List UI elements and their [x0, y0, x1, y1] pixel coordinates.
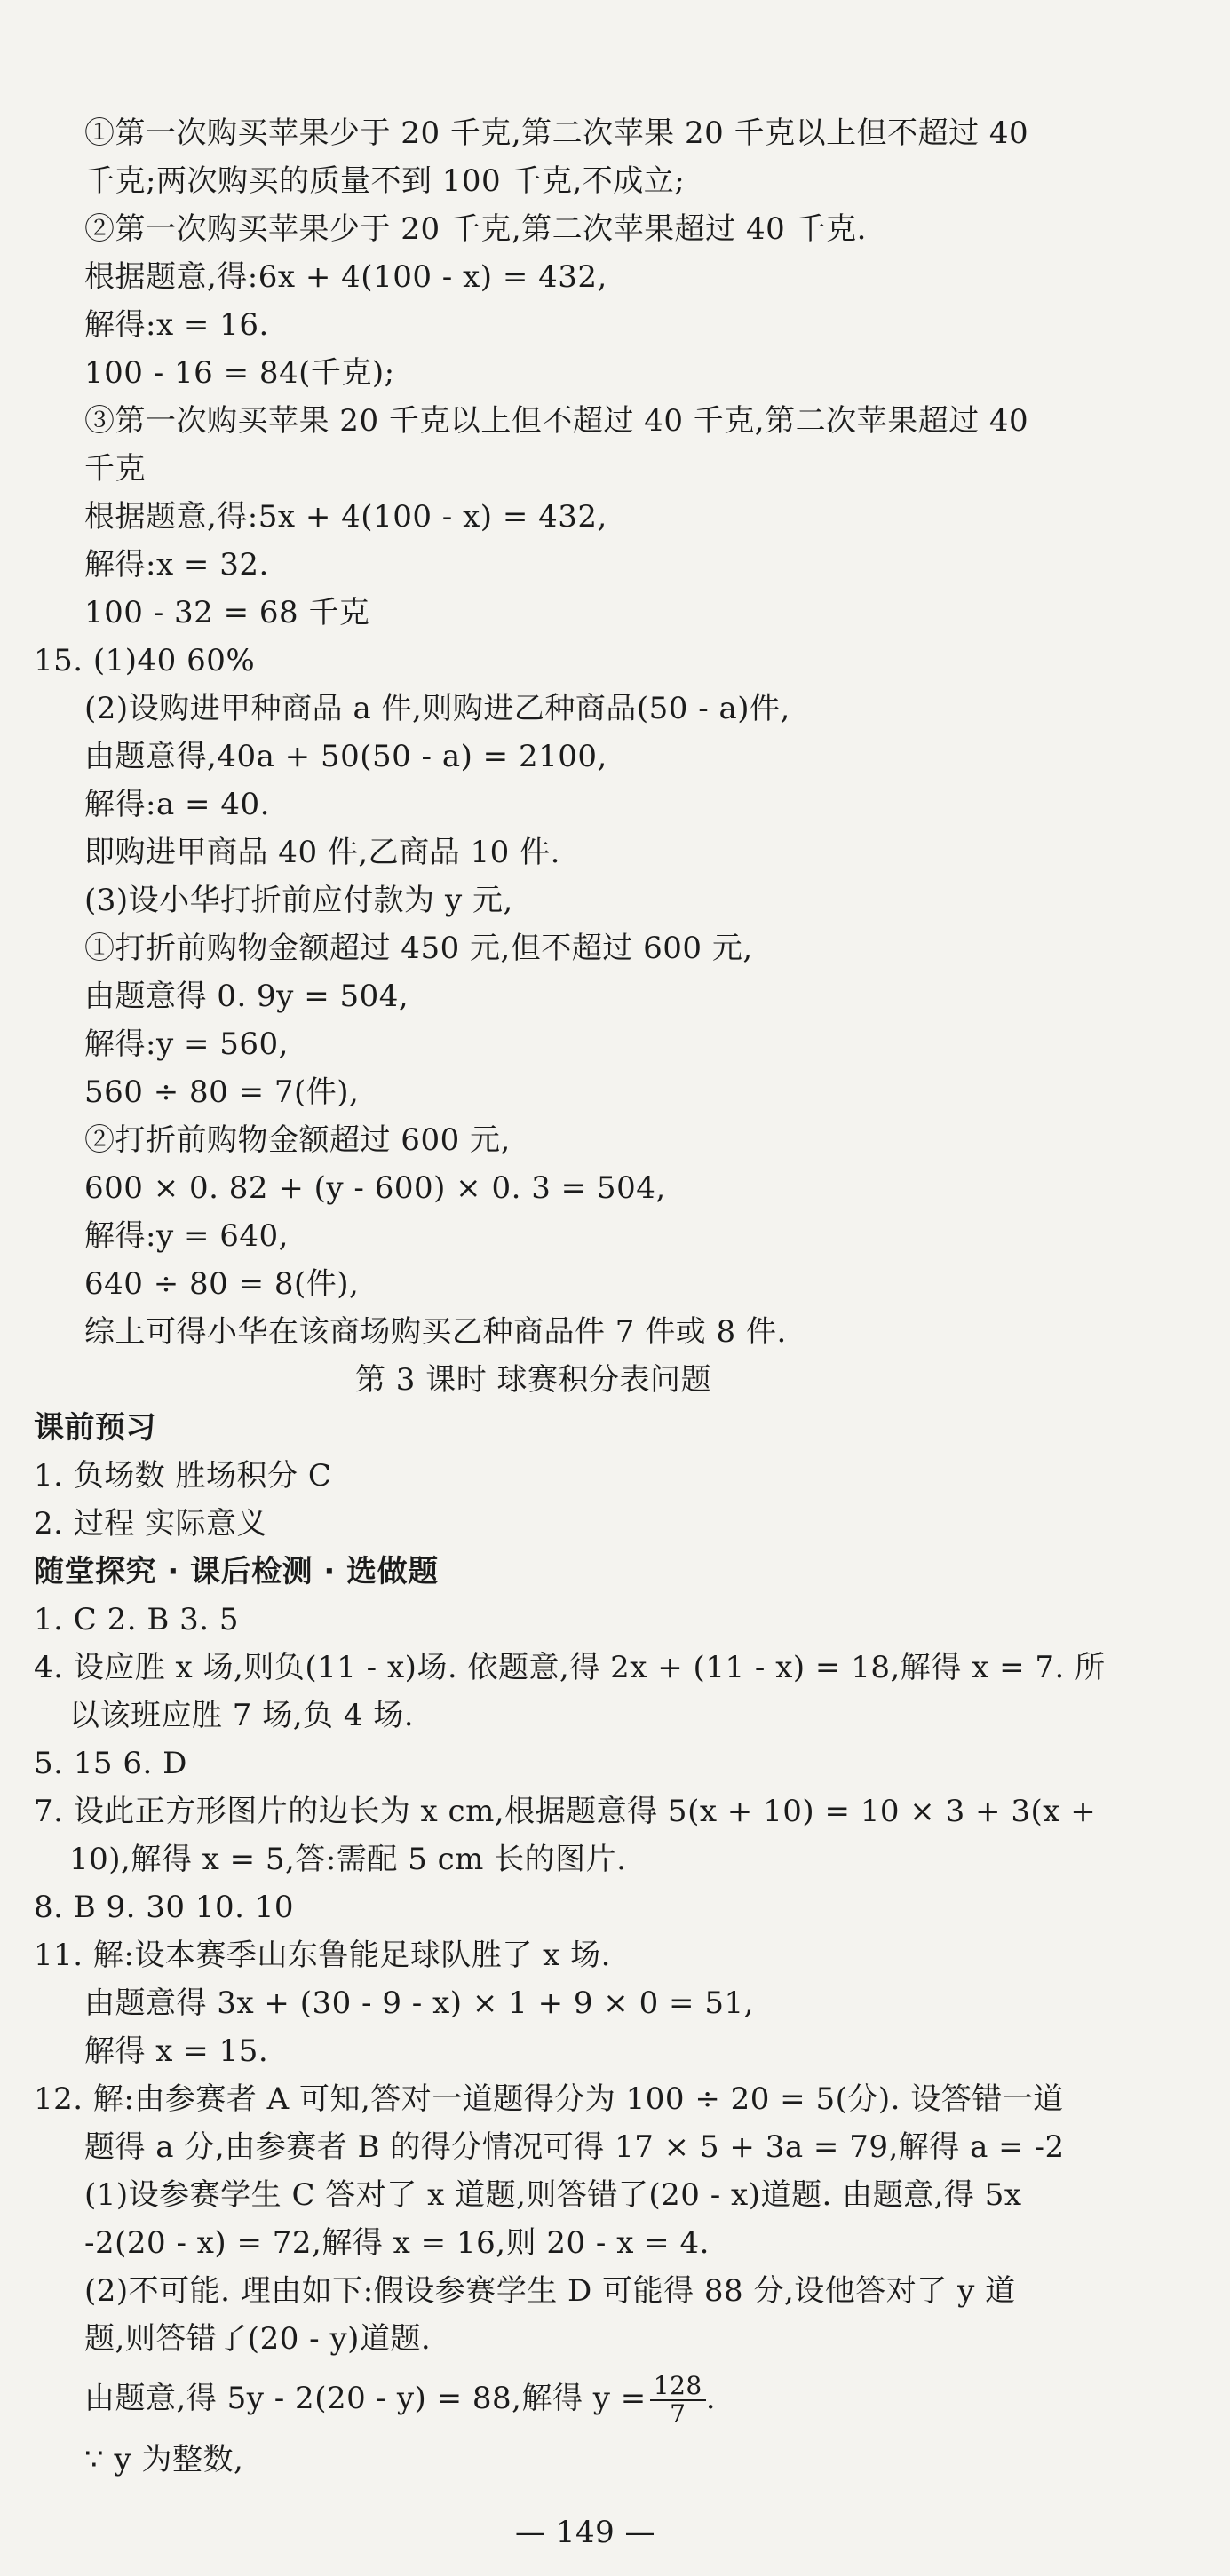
text-line: ①第一次购买苹果少于 20 千克,第二次苹果 20 千克以上但不超过 40: [84, 115, 1029, 151]
text-line: 100 - 32 = 68 千克: [84, 595, 370, 630]
fraction-denominator: 7: [670, 2399, 686, 2429]
text-line: 5. 15 6. D: [34, 1746, 187, 1781]
text-line: 题得 a 分,由参赛者 B 的得分情况可得 17 × 5 + 3a = 79,解得 a = -2: [84, 2129, 1065, 2165]
equation-suffix: .: [705, 2381, 717, 2416]
text-line: 11. 解:设本赛季山东鲁能足球队胜了 x 场.: [34, 1938, 611, 1973]
text-line: 即购进甲商品 40 件,乙商品 10 件.: [84, 835, 560, 870]
section-heading: 随堂探究 · 课后检测 · 选做题: [34, 1554, 439, 1589]
text-line: ③第一次购买苹果 20 千克以上但不超过 40 千克,第二次苹果超过 40: [84, 403, 1029, 439]
text-line: (2)不可能. 理由如下:假设参赛学生 D 可能得 88 分,设他答对了 y 道: [84, 2273, 1016, 2309]
text-line: 1. C 2. B 3. 5: [34, 1602, 239, 1637]
text-line: 由题意得 0. 9y = 504,: [84, 979, 409, 1014]
text-line: 640 ÷ 80 = 8(件),: [84, 1266, 360, 1302]
text-line: 千克: [84, 451, 146, 487]
text-line: ∵ y 为整数,: [84, 2442, 244, 2477]
text-line: (2)设购进甲种商品 a 件,则购进乙种商品(50 - a)件,: [84, 691, 790, 726]
text-line: 由题意得 3x + (30 - 9 - x) × 1 + 9 × 0 = 51,: [84, 1986, 754, 2021]
text-line: ②第一次购买苹果少于 20 千克,第二次苹果超过 40 千克.: [84, 211, 867, 247]
text-line: 解得:a = 40.: [84, 787, 270, 822]
text-line: 2. 过程 实际意义: [34, 1506, 268, 1542]
text-line: 解得:y = 640,: [84, 1218, 289, 1254]
text-line: 7. 设此正方形图片的边长为 x cm,根据题意得 5(x + 10) = 10 × 3 + 3(x +: [34, 1794, 1097, 1829]
text-line: 560 ÷ 80 = 7(件),: [84, 1074, 360, 1110]
text-line: 解得 x = 15.: [84, 2033, 269, 2069]
text-line: 600 × 0. 82 + (y - 600) × 0. 3 = 504,: [84, 1170, 666, 1206]
fraction: [650, 2373, 706, 2428]
text-line: 12. 解:由参赛者 A 可知,答对一道题得分为 100 ÷ 20 = 5(分). 设答错一道: [34, 2081, 1064, 2117]
text-line: 4. 设应胜 x 场,则负(11 - x)场. 依题意,得 2x + (11 - x) = 18,解得 x = 7. 所: [34, 1650, 1106, 1685]
text-line: 由题意得,40a + 50(50 - a) = 2100,: [84, 739, 607, 774]
text-line: -2(20 - x) = 72,解得 x = 16,则 20 - x = 4.: [84, 2225, 710, 2261]
text-line: 解得:x = 32.: [84, 547, 269, 583]
text-line: ①打折前购物金额超过 450 元,但不超过 600 元,: [84, 931, 753, 966]
section-title: 第 3 课时 球赛积分表问题: [355, 1362, 712, 1398]
text-line: 解得:x = 16.: [84, 307, 269, 343]
text-line: 100 - 16 = 84(千克);: [84, 355, 395, 391]
text-line: 1. 负场数 胜场积分 C: [34, 1458, 332, 1494]
text-line: 解得:y = 560,: [84, 1026, 289, 1062]
text-line: 千克;两次购买的质量不到 100 千克,不成立;: [84, 163, 686, 199]
page-number: — 149 —: [515, 2515, 656, 2550]
text-line: (1)设参赛学生 C 答对了 x 道题,则答错了(20 - x)道题. 由题意,得 5x: [84, 2177, 1022, 2213]
section-heading: 课前预习: [34, 1410, 156, 1446]
equation-prefix: 由题意,得 5y - 2(20 - y) = 88,解得 y =: [84, 2381, 647, 2416]
text-line: 以该班应胜 7 场,负 4 场.: [69, 1698, 415, 1733]
text-line: 根据题意,得:6x + 4(100 - x) = 432,: [84, 259, 607, 295]
text-line: 根据题意,得:5x + 4(100 - x) = 432,: [84, 499, 607, 535]
question-15: 15. (1)40 60%: [34, 643, 256, 678]
fraction-numerator: 128: [650, 2373, 706, 2401]
equation-line: [84, 2373, 716, 2428]
text-line: 10),解得 x = 5,答:需配 5 cm 长的图片.: [69, 1842, 627, 1877]
text-line: 题,则答错了(20 - y)道题.: [84, 2321, 432, 2357]
text-line: (3)设小华打折前应付款为 y 元,: [84, 883, 513, 918]
text-line: 8. B 9. 30 10. 10: [34, 1890, 295, 1925]
text-line: 综上可得小华在该商场购买乙种商品件 7 件或 8 件.: [84, 1314, 787, 1350]
text-line: ②打折前购物金额超过 600 元,: [84, 1122, 511, 1158]
